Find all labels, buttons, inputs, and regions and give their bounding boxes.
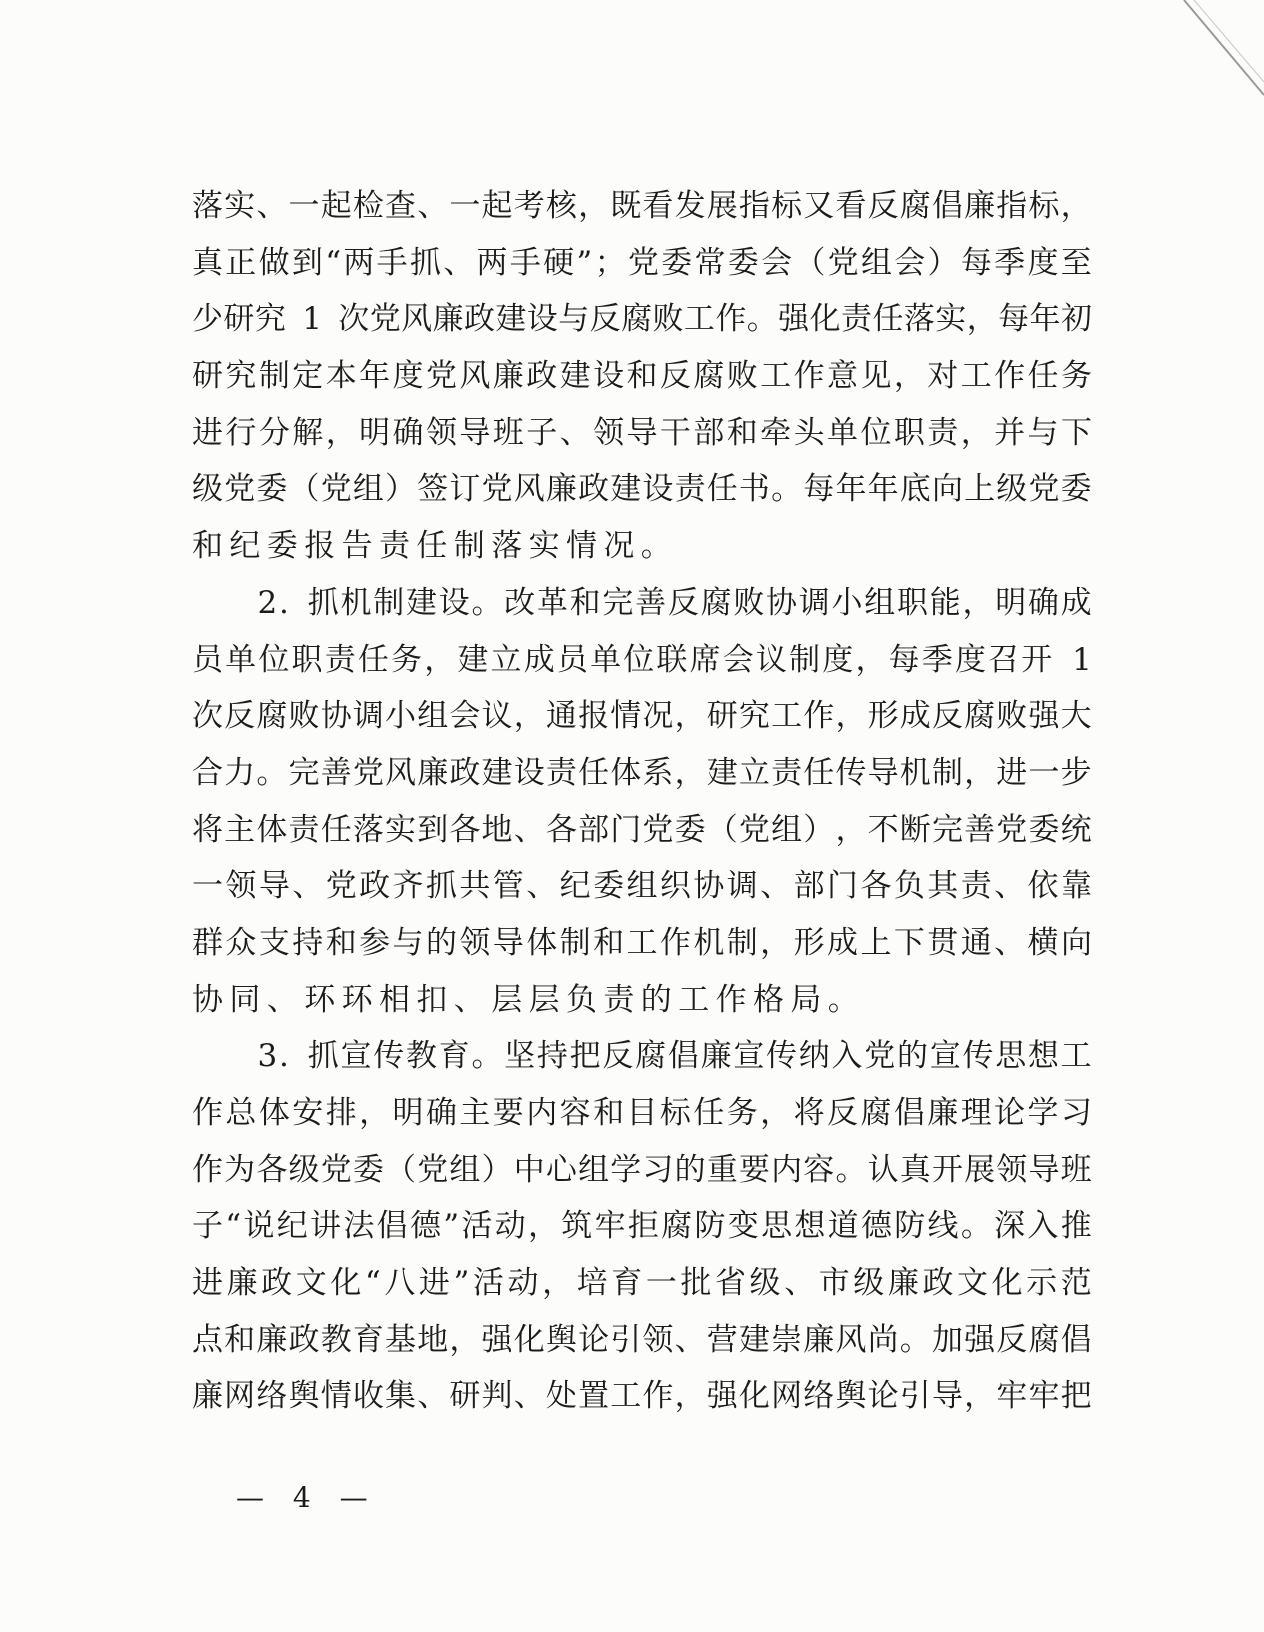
body-line: 作 总 体 安 排 ， 明 确 主 要 内 容 和 目 标 任 务 ， 将 反 腐 倡 廉 理 论 学 习 (192, 1095, 1092, 1131)
body-line: 3 . 抓 宣 传 教 育 。 坚 持 把 反 腐 倡 廉 宣 传 纳 入 党 的 宣 传 思 想 工 (257, 1038, 1092, 1075)
folded-corner-mark (1144, 0, 1264, 120)
body-line: 进 行 分 解 ， 明 确 领 导 班 子 、 领 导 干 部 和 牵 头 单 位 职 责 ， 并 与 下 (192, 414, 1092, 451)
body-line: 点 和 廉 政 教 育 基 地 ， 强 化 舆 论 引 领 、 营 建 崇 廉 风 尚 。 加 强 反 腐 倡 (192, 1321, 1092, 1358)
body-line: 作 为 各 级 党 委 （ 党 组 ） 中 心 组 学 习 的 重 要 内 容 。 认 真 开 展 领 导 班 (192, 1151, 1092, 1188)
body-line: 级 党 委 （ 党 组 ） 签 订 党 风 廉 政 建 设 责 任 书 。 每 年 年 底 向 上 级 党 委 (192, 471, 1092, 508)
body-line: 少 研 究 1 次 党 风 廉 政 建 设 与 反 腐 败 工 作 。 强 化 责 任 落 实 ， 每 年 初 (192, 301, 1092, 338)
page-number: — 4 — (236, 1481, 378, 1514)
body-line: 群 众 支 持 和 参 与 的 领 导 体 制 和 工 作 机 制 ， 形 成 上 下 贯 通 、 横 向 (192, 924, 1092, 961)
body-line: 合 力 。 完 善 党 风 廉 政 建 设 责 任 体 系 ， 建 立 责 任 传 导 机 制 ， 进 一 步 (192, 754, 1092, 791)
body-line: 次 反 腐 败 协 调 小 组 会 议 ， 通 报 情 况 ， 研 究 工 作 ， 形 成 反 腐 败 强 大 (192, 698, 1092, 735)
body-line: 进 廉 政 文 化 “ 八 进 ” 活 动 ， 培 育 一 批 省 级 、 市 级 廉 政 文 化 示 范 (192, 1265, 1092, 1302)
body-line: 协同、环环相扣、层层负责的工作格局。 (192, 981, 866, 1018)
body-line: 落 实 、 一 起 检 查 、 一 起 考 核 ， 既 看 发 展 指 标 又 看 反 腐 倡 廉 指 标 ， (192, 188, 1092, 224)
body-line: 研 究 制 定 本 年 度 党 风 廉 政 建 设 和 反 腐 败 工 作 意 见 ， 对 工 作 任 务 (192, 358, 1092, 395)
body-line: 廉 网 络 舆 情 收 集 、 研 判 、 处 置 工 作 ， 强 化 网 络 舆 论 引 导 ， 牢 牢 把 (192, 1378, 1092, 1415)
document-body (192, 178, 1092, 1425)
body-line: 2 . 抓 机 制 建 设 。 改 革 和 完 善 反 腐 败 协 调 小 组 职 能 ， 明 确 成 (257, 584, 1092, 621)
body-line: 一 领 导 、 党 政 齐 抓 共 管 、 纪 委 组 织 协 调 、 部 门 各 负 其 责 、 依 靠 (192, 868, 1092, 905)
body-line: 员 单 位 职 责 任 务 ， 建 立 成 员 单 位 联 席 会 议 制 度 ， 每 季 度 召 开 1 (192, 641, 1092, 678)
body-line: 和纪委报告责任制落实情况。 (192, 528, 679, 565)
body-line: 将 主 体 责 任 落 实 到 各 地 、 各 部 门 党 委 （ 党 组 ） ， 不 断 完 善 党 委 统 (192, 811, 1092, 848)
body-line: 真 正 做 到 “ 两 手 抓 、 两 手 硬 ” ； 党 委 常 委 会 （ 党 组 会 ） 每 季 度 至 (192, 244, 1092, 281)
body-line: 子 “ 说 纪 讲 法 倡 德 ” 活 动 ， 筑 牢 拒 腐 防 变 思 想 道 德 防 线 。 深 入 推 (192, 1208, 1092, 1245)
